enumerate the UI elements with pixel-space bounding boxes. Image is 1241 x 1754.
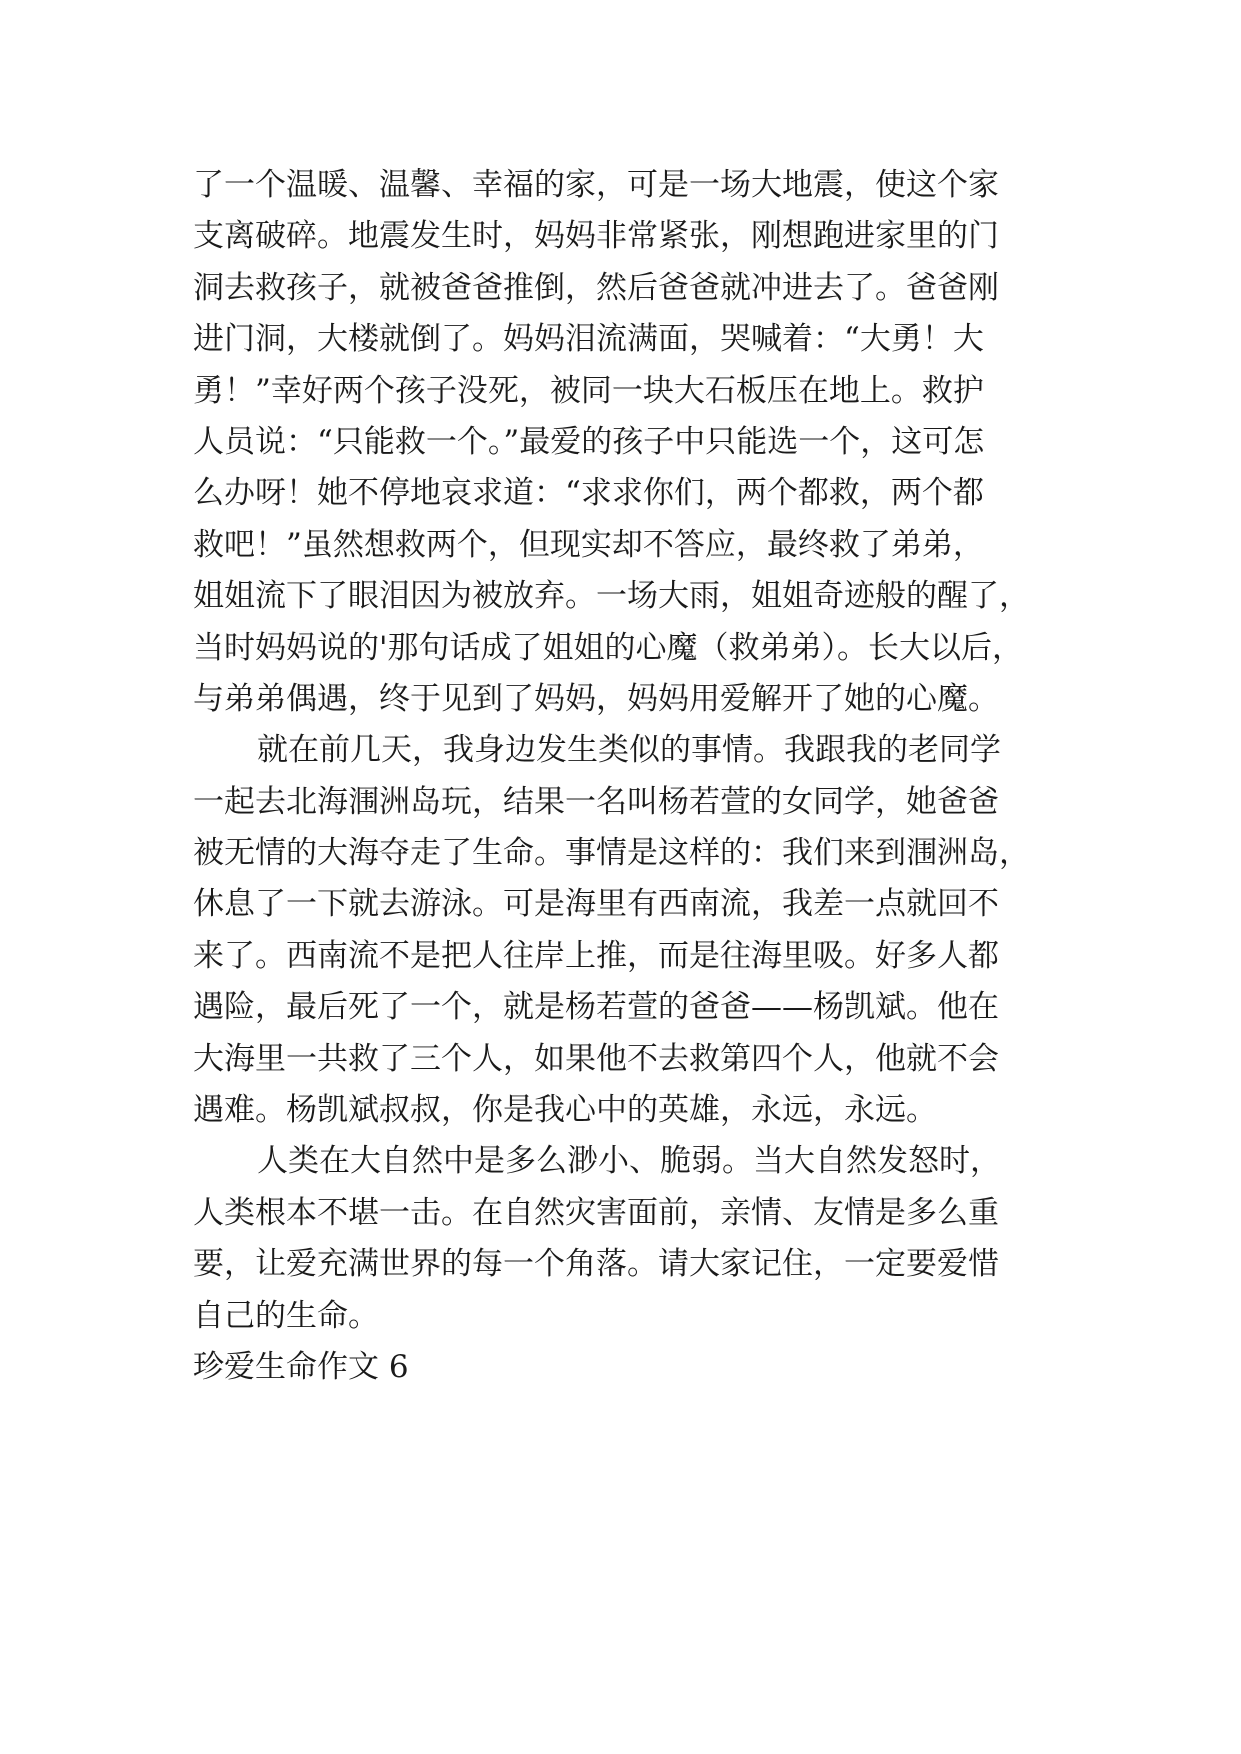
text-line: 救吧！”虽然想救两个，但现实却不答应，最终救了弟弟， (193, 526, 984, 563)
text-line: 一起去北海涠洲岛玩，结果一名叫杨若萱的女同学，她爸爸 (193, 783, 999, 820)
text-line: 被无情的大海夺走了生命。事情是这样的：我们来到涠洲岛， (193, 835, 1030, 872)
text-line: 来了。西南流不是把人往岸上推，而是往海里吸。好多人都 (193, 937, 999, 974)
text-line: 进门洞，大楼就倒了。妈妈泪流满面，哭喊着：“大勇！大 (193, 321, 984, 358)
text-line: 洞去救孩子，就被爸爸推倒，然后爸爸就冲进去了。爸爸刚 (193, 269, 999, 306)
text-line: 遇险，最后死了一个，就是杨若萱的爸爸——杨凯斌。他在 (193, 989, 999, 1026)
text-line: 要，让爱充满世界的每一个角落。请大家记住，一定要爱惜 (193, 1246, 999, 1283)
paragraph-first-line: 人类在大自然中是多么渺小、脆弱。当大自然发怒时， (257, 1143, 1001, 1180)
text-line: 当时妈妈说的'那句话成了姐姐的心魔（救弟弟）。长大以后， (193, 629, 1024, 666)
text-line: 么办呀！她不停地哀求道：“求求你们，两个都救，两个都 (193, 475, 984, 512)
text-line: 姐姐流下了眼泪因为被放弃。一场大雨，姐姐奇迹般的醒了， (193, 578, 1030, 615)
text-line: 人员说：“只能救一个。”最爱的孩子中只能选一个，这可怎 (193, 423, 985, 460)
text-line: 自己的生命。 (193, 1297, 379, 1334)
text-line: 了一个温暖、温馨、幸福的家，可是一场大地震，使这个家 (193, 167, 999, 203)
text-line: 人类根本不堪一击。在自然灾害面前，亲情、友情是多么重 (193, 1194, 999, 1231)
text-line: 大海里一共救了三个人，如果他不去救第四个人，他就不会 (193, 1040, 999, 1077)
text-line: 休息了一下就去游泳。可是海里有西南流，我差一点就回不 (193, 886, 999, 923)
text-line: 遇难。杨凯斌叔叔，你是我心中的英雄，永远，永远。 (193, 1092, 937, 1129)
text-line: 勇！”幸好两个孩子没死，被同一块大石板压在地上。救护 (193, 372, 984, 409)
text-line: 支离破碎。地震发生时，妈妈非常紧张，刚想跑进家里的门 (193, 218, 999, 255)
essay-heading: 珍爱生命作文 6 (193, 1348, 409, 1385)
text-line: 与弟弟偶遇，终于见到了妈妈，妈妈用爱解开了她的心魔。 (193, 680, 999, 717)
essay-body (193, 160, 1063, 1393)
paragraph-first-line: 就在前几天，我身边发生类似的事情。我跟我的老同学 (257, 732, 1001, 769)
